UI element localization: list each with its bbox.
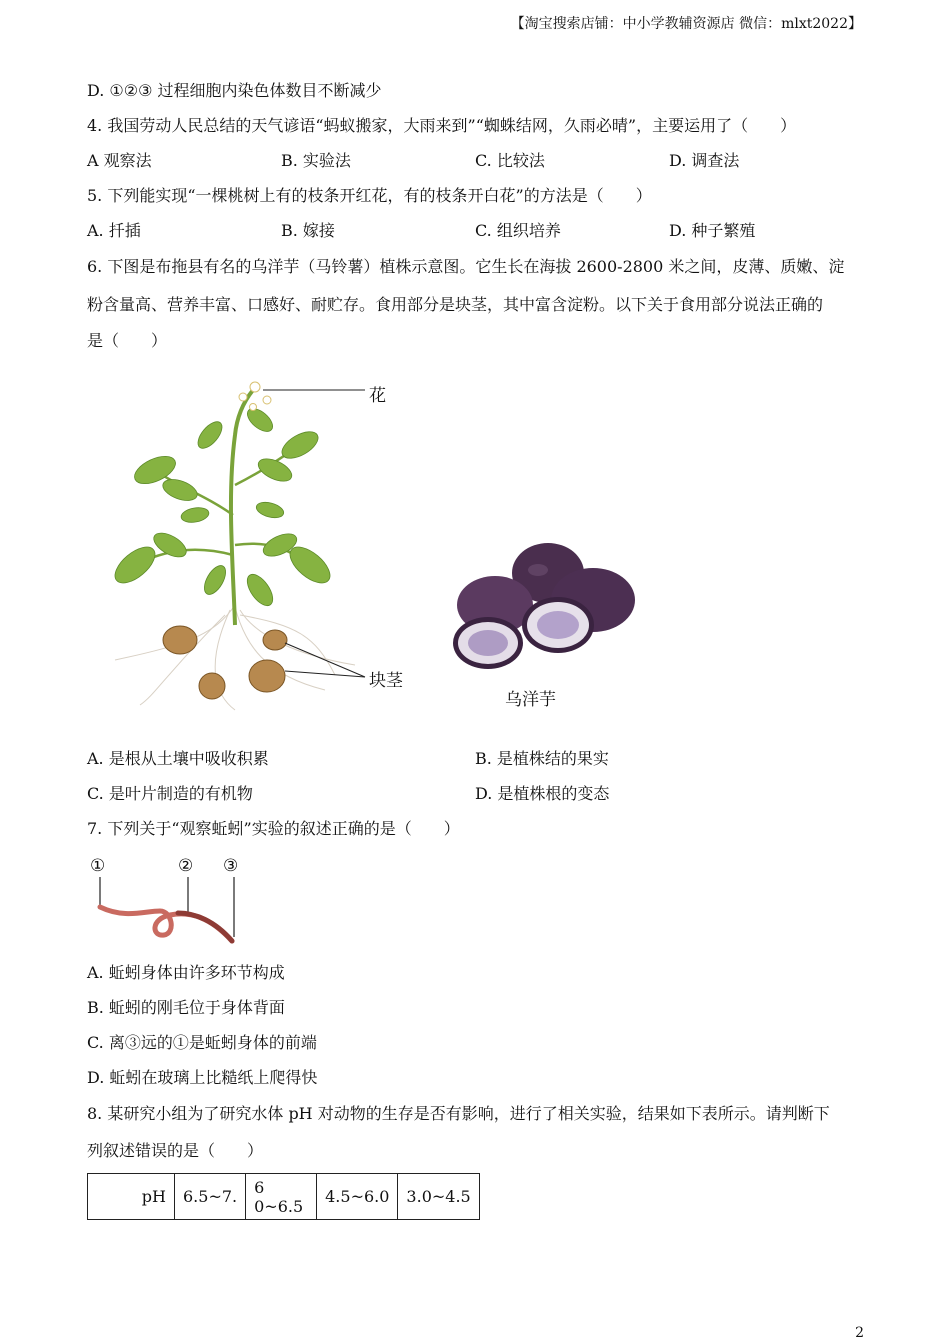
q5-option-b: B. 嫁接	[281, 221, 335, 240]
table-header-ph: pH	[88, 1174, 175, 1220]
q6-stem-line-3: 是（ ）	[87, 331, 168, 350]
q6-option-c: C. 是叶片制造的有机物	[87, 784, 253, 803]
q5-stem: 5. 下列能实现“一棵桃树上有的枝条开红花，有的枝条开白花”的方法是（ ）	[87, 186, 652, 205]
q4-option-a: A 观察法	[87, 151, 152, 170]
q5-option-c: C. 组织培养	[475, 221, 561, 240]
q7-option-b: B. 蚯蚓的刚毛位于身体背面	[87, 998, 285, 1017]
q4-option-b: B. 实验法	[281, 151, 351, 170]
page-number: 2	[855, 1325, 864, 1341]
table-cell: 3.0~4.5	[398, 1174, 479, 1220]
q5-option-d: D. 种子繁殖	[669, 221, 756, 240]
q6-stem-line-2: 粉含量高、营养丰富、口感好、耐贮存。食用部分是块茎，其中富含淀粉。以下关于食用部分说法正确的	[87, 295, 824, 314]
purple-potato-figure	[448, 535, 640, 675]
q4-option-c: C. 比较法	[475, 151, 545, 170]
q3-option-d: D. ①②③ 过程细胞内染色体数目不断减少	[87, 81, 382, 100]
q4-option-d: D. 调查法	[669, 151, 740, 170]
q7-option-d: D. 蚯蚓在玻璃上比糙纸上爬得快	[87, 1068, 318, 1087]
q7-option-c: C. 离③远的①是蚯蚓身体的前端	[87, 1033, 317, 1052]
q5-option-a: A. 扦插	[87, 221, 141, 240]
q8-stem-line-2: 列叙述错误的是（ ）	[87, 1141, 264, 1160]
table-row	[88, 1174, 480, 1220]
earthworm-figure	[90, 875, 250, 947]
q4-stem: 4. 我国劳动人民总结的天气谚语“蚂蚁搬家，大雨来到”“蜘蛛结网，久雨必晴”，主要运用了（ ）	[87, 116, 797, 135]
ph-table	[87, 1173, 480, 1220]
mark-1: ①	[90, 856, 106, 876]
label-flower: 花	[369, 386, 386, 406]
q6-option-a: A. 是根从土壤中吸收积累	[87, 749, 269, 768]
table-cell: 6 0~6.5	[246, 1174, 317, 1220]
label-purple-potato: 乌洋芋	[505, 690, 556, 710]
mark-2: ②	[178, 856, 194, 876]
q8-stem-line-1: 8. 某研究小组为了研究水体 pH 对动物的生存是否有影响，进行了相关实验，结果如下表所示。请判断下	[87, 1104, 830, 1123]
q6-option-d: D. 是植株根的变态	[475, 784, 610, 803]
q6-option-b: B. 是植株结的果实	[475, 749, 609, 768]
q6-stem-line-1: 6. 下图是布拖县有名的乌洋芋（马铃薯）植株示意图。它生长在海拔 2600-2800 米之间，皮薄、质嫩、淀	[87, 257, 845, 276]
stem	[135, 390, 310, 625]
tubers	[163, 626, 287, 699]
q7-stem: 7. 下列关于“观察蚯蚓”实验的叙述正确的是（ ）	[87, 819, 460, 838]
table-cell: 6.5~7.	[175, 1174, 246, 1220]
page-header: 【淘宝搜索店铺：中小学教辅资源店 微信：mlxt2022】	[510, 16, 862, 32]
q7-option-a: A. 蚯蚓身体由许多环节构成	[87, 963, 285, 982]
label-tuber: 块茎	[369, 671, 403, 691]
mark-3: ③	[223, 856, 239, 876]
table-cell: 4.5~6.0	[317, 1174, 398, 1220]
